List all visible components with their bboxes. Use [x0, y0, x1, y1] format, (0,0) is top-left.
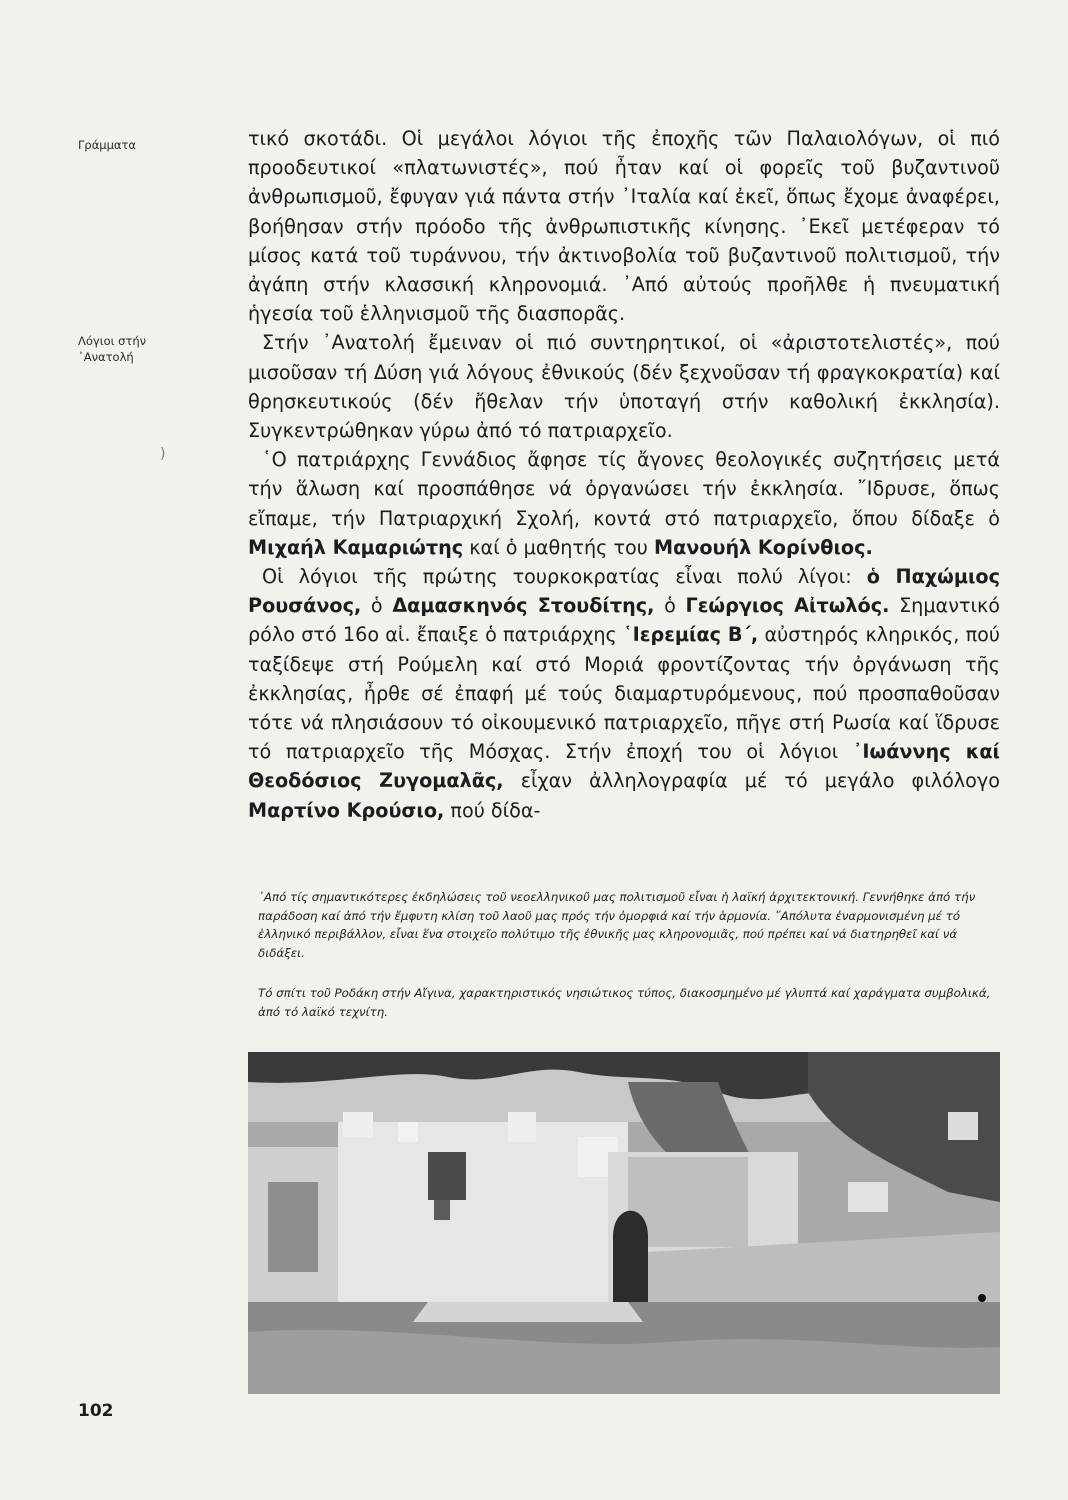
photo-captions [258, 888, 998, 1021]
text-run: ὁ [370, 594, 383, 618]
text-run: ῾Ο πατριάρχης Γεννάδιος ἄφησε τίς ἄγονες θεολογικές συζητήσεις μετά τήν ἅλωση καί προσπάθησε νά ὀργανώσει τήν ἐκκλησία. ῎Ιδρυσε, ὅπως εἴπαμε, τήν Πατριαρχική Σχολή, κοντά στό πατριαρχεῖο, ὅπου δίδαξε ὁ [248, 448, 1000, 530]
text-run: Σημαντικό ρόλο στό 16ο αἰ. ἔπαιξε ὁ πατριάρχης [248, 594, 1001, 647]
main-text [248, 124, 1000, 825]
paragraph-3 [248, 445, 1000, 562]
caption-rodakis-house: Τό σπίτι τοῦ Ροδάκη στήν Αἴγινα, χαρακτηριστικός νησιώτικος τύπος, διακοσμημένο μέ γλυπτά καί χαράγματα συμβολικά, ἀπό τό λαϊκό τεχνίτη. [258, 986, 991, 1019]
margin-note-subsection [78, 333, 146, 365]
page-number: 102 [78, 1401, 114, 1421]
person-name: Δαμασκηνός Στουδίτης, [392, 594, 655, 618]
text-run: πού δίδα- [450, 798, 541, 822]
paragraph-4 [248, 562, 1000, 825]
person-name: Γεώργιος Αἰτωλός. [685, 594, 890, 618]
person-name: Μαρτίνο Κρούσιο, [248, 798, 445, 822]
text-run: Οἱ λόγιοι τῆς πρώτης τουρκοκρατίας εἶναι πολύ λίγοι: [262, 565, 852, 589]
paragraph-1: τικό σκοτάδι. Οἱ μεγάλοι λόγιοι τῆς ἐποχῆς τῶν Παλαιολόγων, οἱ πιό προοδευτικοί «πλατωνιστές», πού ἦταν καί οἱ φορεῖς τοῦ βυζαντινοῦ ἀνθρωπισμοῦ, ἔφυγαν γιά πάντα στήν ᾿Ιταλία καί ἐκεῖ, ὅπως ἔχομε ἀναφέρει, βοήθησαν στήν πρόοδο τῆς ἀνθρωπιστικῆς κίνησης. ᾿Εκεῖ μετέφεραν τό μίσος κατά τοῦ τυράννου, τήν ἀκτινοβολία τοῦ βυζαντινοῦ πολιτισμοῦ, τήν ἀγάπη στήν κλασσική κληρονομιά. ᾿Από αὐτούς προῆλθε ἡ πνευματική ἡγεσία τοῦ ἑλληνισμοῦ τῆς διασπορᾶς. [248, 127, 1000, 326]
person-name: ᾿Ιωάννης καί Θεοδόσιος Ζυγομαλᾶς, [248, 740, 1000, 793]
margin-mark: ) [160, 446, 166, 462]
margin-note-line-2: ᾿Ανατολή [78, 350, 134, 364]
margin-note-line-1: Λόγιοι στήν [78, 334, 147, 348]
text-run: εἶχαν ἀλληλογραφία μέ τό μεγάλο φιλόλογο [520, 769, 1000, 793]
person-name: ῾Ιερεμίας Β΄, [623, 623, 759, 647]
person-name: Μανουήλ Κορίνθιος. [653, 535, 873, 559]
person-name: Μιχαήλ Καμαριώτης [248, 535, 464, 559]
text-run: ὁ [664, 594, 676, 618]
house-photo [248, 1052, 1000, 1394]
caption-architecture: ᾿Από τίς σημαντικότερες ἐκδηλώσεις τοῦ νεοελληνικοῦ μας πολιτισμοῦ εἶναι ἡ λαϊκή ἀρχιτεκτονική. Γεννήθηκε ἀπό τήν παράδοση καί ἀπό τήν ἔμφυτη κλίση τοῦ λαοῦ μας πρός τήν ὀμορφιά καί τήν ἁρμονία. ῎Απόλυτα ἐναρμονισμένη μέ τό ἑλληνικό περιβάλλον, εἶναι ἕνα στοιχεῖο πολύτιμο τῆς ἐθνικῆς μας κληρονομιᾶς, πού πρέπει καί νά διατηρηθεῖ καί νά διδάξει. [258, 890, 976, 960]
paragraph-2: Στήν ᾿Ανατολή ἔμειναν οἱ πιό συντηρητικοί, οἱ «ἀριστοτελιστές», πού μισοῦσαν τή Δύση γιά λόγους ἐθνικούς (δέν ξεχνοῦσαν τή φραγκοκρατία) καί θρησκευτικούς (δέν ἤθελαν τήν ὑποταγή στήν καθολική ἐκκλησία). Συγκεντρώθηκαν γύρω ἀπό τό πατριαρχεῖο. [248, 331, 1000, 443]
text-run: καί ὁ μαθητής του [469, 535, 648, 559]
person-name: ὁ Παχώμιος Ρουσάνος, [248, 565, 1000, 618]
margin-note-section: Γράμματα [78, 138, 137, 152]
house-photo-drawing [248, 1052, 1000, 1394]
text-run: αὐστηρός κληρικός, πού ταξίδεψε στή Ρούμελη καί στό Μοριά φροντίζοντας τήν ὀργάνωση τῆς ἐκκλησίας, ἦρθε σέ ἐπαφή μέ τούς διαμαρτυρόμενους, πού προσπαθοῦσαν τότε νά πλησιάσουν τό οἰκουμενικό πατριαρχεῖο, πῆγε στή Ρωσία καί ἵδρυσε τό πατριαρχεῖο τῆς Μόσχας. Στήν ἐποχή του οἱ λόγιοι [248, 623, 1000, 764]
